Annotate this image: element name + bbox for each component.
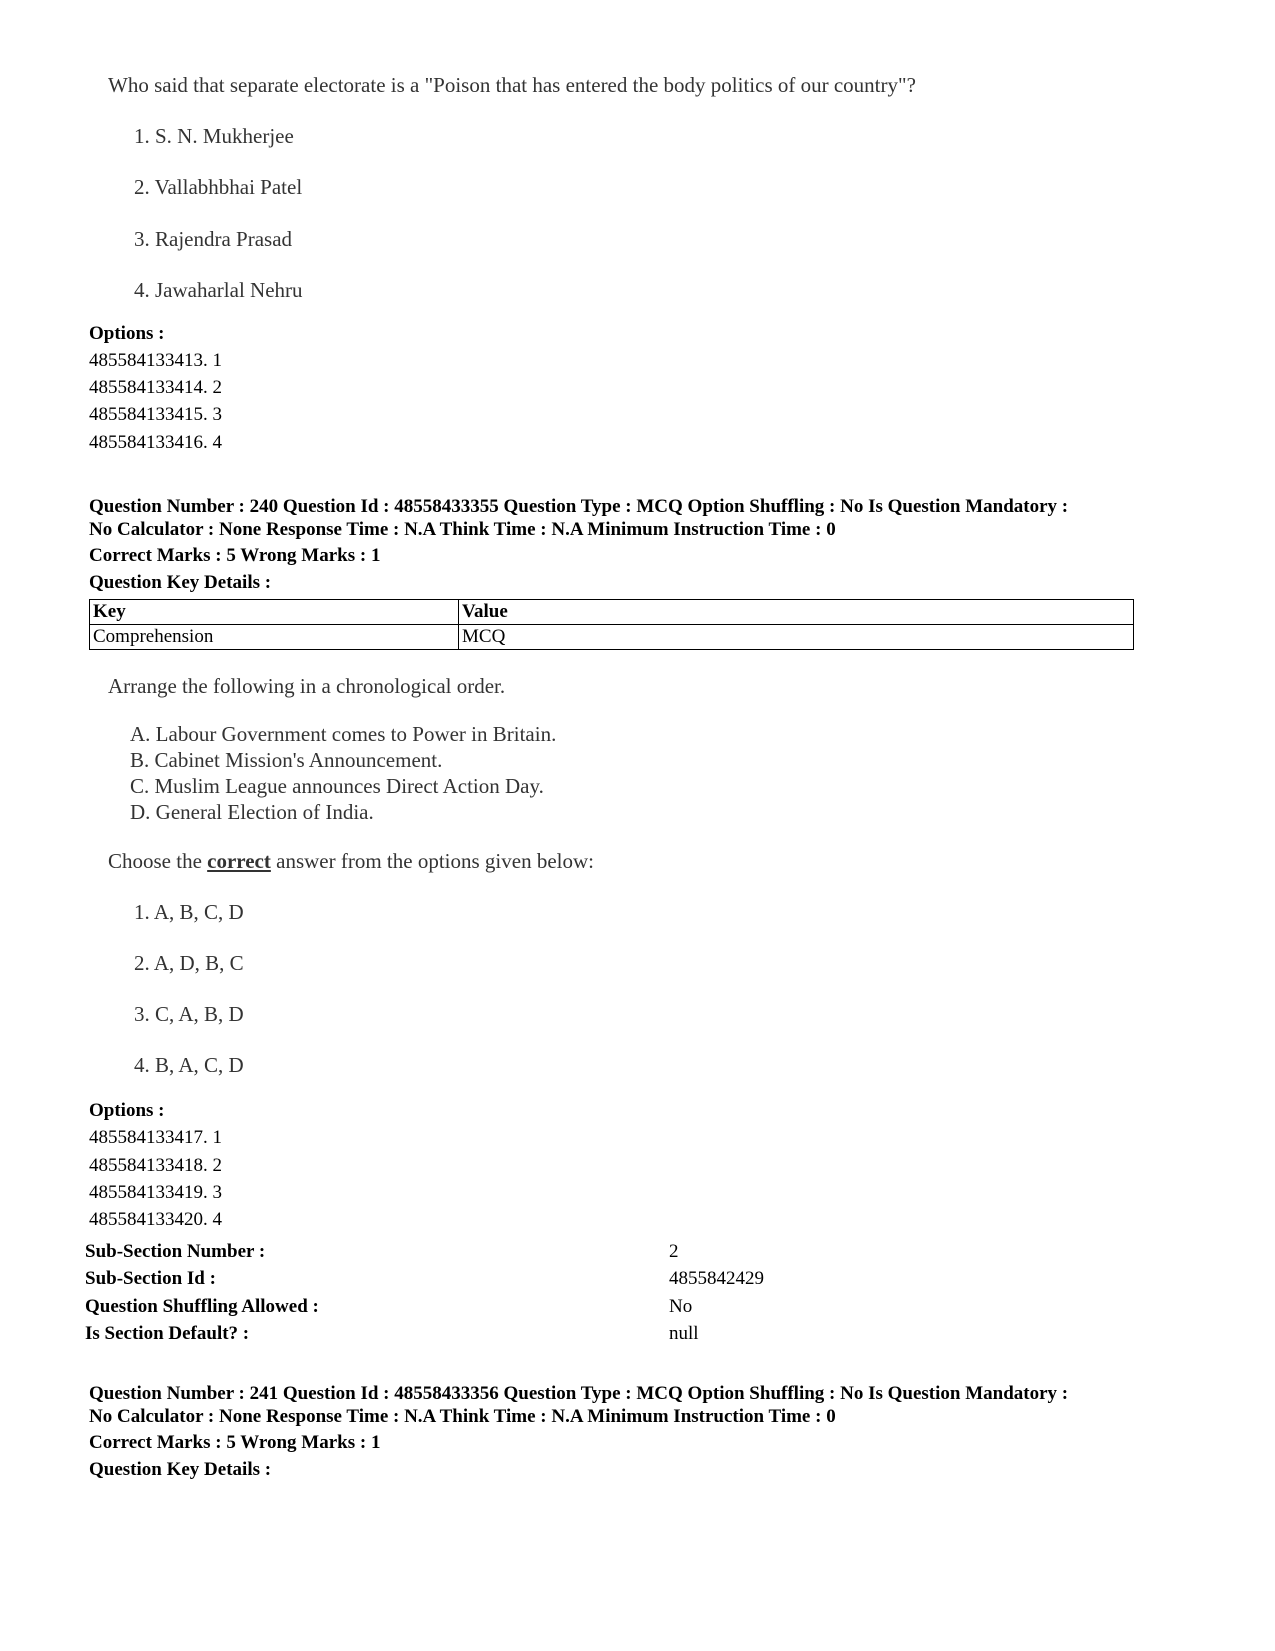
option-id-2: 485584133414. 2	[89, 377, 222, 398]
question-meta-line1: Question Number : 240 Question Id : 48558433355 Question Type : MCQ Option Shuffling : No Is Question Mandatory :	[89, 496, 1069, 517]
subsection-id-label: Sub-Section Id :	[85, 1268, 216, 1289]
choice-1: 1. A, B, C, D	[134, 900, 244, 924]
table-header-key: Key	[90, 600, 459, 625]
subsection-number-label: Sub-Section Number :	[85, 1241, 266, 1262]
option-id-4: 485584133420. 4	[89, 1209, 222, 1230]
table-cell-value: MCQ	[459, 625, 1134, 650]
statement-a: A. Labour Government comes to Power in Britain.	[130, 722, 557, 746]
question-meta-line2: No Calculator : None Response Time : N.A Think Time : N.A Minimum Instruction Time : 0	[89, 519, 836, 540]
choice-2: 2. A, D, B, C	[134, 951, 244, 975]
instruction-pre: Choose the	[108, 849, 208, 873]
table-cell-key: Comprehension	[90, 625, 459, 650]
option-id-1: 485584133413. 1	[89, 350, 222, 371]
subsection-number-value: 2	[669, 1241, 679, 1262]
question-text: Who said that separate electorate is a "Poison that has entered the body politics of our country"?	[108, 73, 916, 97]
option-id-2: 485584133418. 2	[89, 1155, 222, 1176]
marks-line: Correct Marks : 5 Wrong Marks : 1	[89, 545, 381, 566]
choice-4: 4. B, A, C, D	[134, 1053, 244, 1077]
key-details-label: Question Key Details :	[89, 572, 272, 593]
question-meta-line2: No Calculator : None Response Time : N.A Think Time : N.A Minimum Instruction Time : 0	[89, 1406, 836, 1427]
statement-d: D. General Election of India.	[130, 800, 374, 824]
subsection-id-value: 4855842429	[669, 1268, 764, 1289]
choice-2: 2. Vallabhbhai Patel	[134, 175, 303, 199]
option-id-4: 485584133416. 4	[89, 432, 222, 453]
statement-b: B. Cabinet Mission's Announcement.	[130, 748, 443, 772]
section-default-value: null	[669, 1323, 699, 1344]
question-shuffling-value: No	[669, 1296, 693, 1317]
options-label: Options :	[89, 1100, 165, 1121]
table-header-value: Value	[459, 600, 1134, 625]
option-id-3: 485584133415. 3	[89, 404, 222, 425]
option-id-1: 485584133417. 1	[89, 1127, 222, 1148]
marks-line: Correct Marks : 5 Wrong Marks : 1	[89, 1432, 381, 1453]
key-details-label: Question Key Details :	[89, 1459, 272, 1480]
option-id-3: 485584133419. 3	[89, 1182, 222, 1203]
question-shuffling-label: Question Shuffling Allowed :	[85, 1296, 319, 1317]
options-label: Options :	[89, 323, 165, 344]
instruction-post: answer from the options given below:	[270, 849, 594, 873]
statement-c: C. Muslim League announces Direct Action Day.	[130, 774, 544, 798]
section-default-label: Is Section Default? :	[85, 1323, 250, 1344]
question-meta-line1: Question Number : 241 Question Id : 48558433356 Question Type : MCQ Option Shuffling : No Is Question Mandatory :	[89, 1383, 1069, 1404]
instruction-text	[108, 849, 594, 874]
choice-4: 4. Jawaharlal Nehru	[134, 278, 303, 302]
key-details-table	[89, 599, 1134, 650]
choice-3: 3. Rajendra Prasad	[134, 227, 293, 251]
choice-1: 1. S. N. Mukherjee	[134, 124, 294, 148]
choice-3: 3. C, A, B, D	[134, 1002, 244, 1026]
instruction-emphasis: correct	[207, 849, 271, 873]
question-text: Arrange the following in a chronological order.	[108, 674, 506, 698]
